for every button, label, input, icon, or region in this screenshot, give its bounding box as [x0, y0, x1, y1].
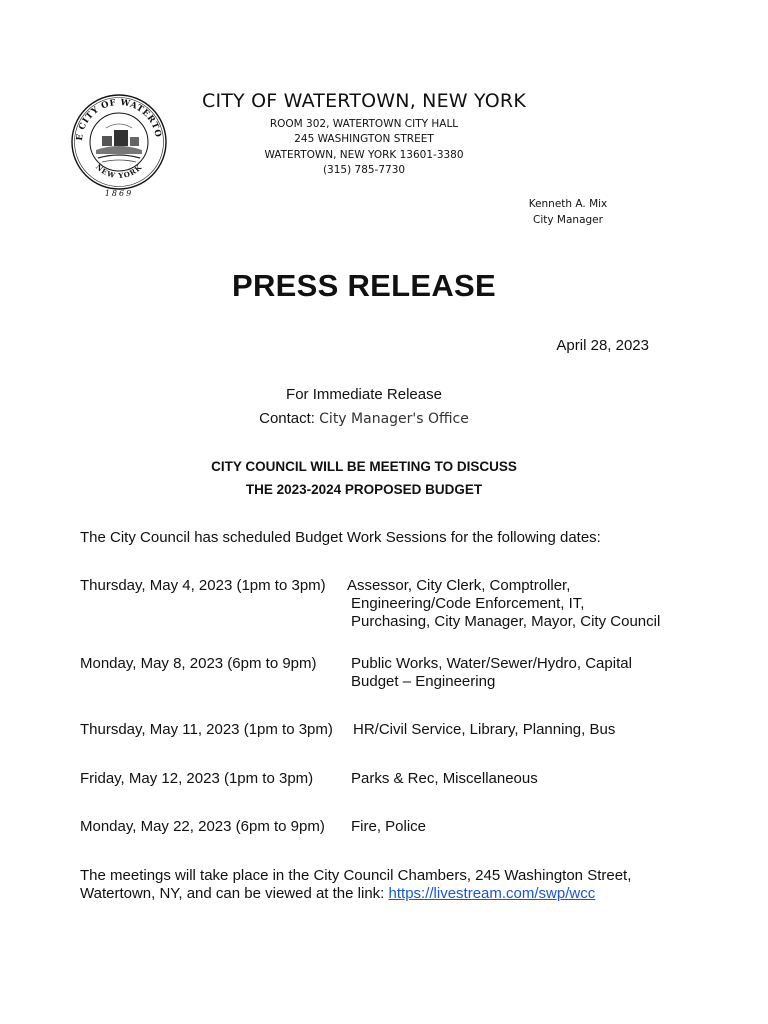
session-date-2: Monday, May 8, 2023 (6pm to 9pm): [80, 655, 317, 672]
address-line-phone: (315) 785-7730: [322, 164, 406, 176]
press-release-title: PRESS RELEASE: [231, 268, 497, 303]
address-line-room: ROOM 302, WATERTOWN CITY HALL: [269, 118, 459, 130]
seal-top-text: E CITY OF WATERTO: [74, 97, 163, 142]
session-topic-5a: Fire, Police: [351, 818, 427, 835]
session-date-4: Friday, May 12, 2023 (1pm to 3pm): [80, 770, 314, 787]
session-topic-3a: HR/Civil Service, Library, Planning, Bus: [353, 721, 616, 738]
city-title: CITY OF WATERTOWN, NEW YORK: [201, 90, 526, 112]
seal-bottom-text: NEW YORK: [94, 162, 144, 181]
seal-year: 1869: [104, 189, 134, 198]
closing-line-2: [80, 885, 700, 903]
address-line-city: WATERTOWN, NEW YORK 13601-3380: [264, 149, 464, 161]
session-date-5: Monday, May 22, 2023 (6pm to 9pm): [80, 818, 325, 835]
intro-paragraph: The City Council has scheduled Budget Work Sessions for the following dates:: [80, 529, 601, 546]
session-date-3: Thursday, May 11, 2023 (1pm to 3pm): [80, 721, 333, 738]
headline-line-1: CITY COUNCIL WILL BE MEETING TO DISCUSS: [211, 459, 517, 474]
session-date-1: Thursday, May 4, 2023 (1pm to 3pm): [80, 577, 326, 594]
closing-paragraph: [80, 867, 700, 903]
session-topic-4a: Parks & Rec, Miscellaneous: [351, 770, 538, 787]
closing-line-1: The meetings will take place in the City Council Chambers, 245 Washington Street,: [80, 867, 632, 884]
closing-line-2-text: Watertown, NY, and can be viewed at the link:: [80, 885, 389, 902]
session-topic-2a: Public Works, Water/Sewer/Hydro, Capital: [351, 655, 632, 672]
session-topic-1b: Engineering/Code Enforcement, IT,: [351, 595, 585, 612]
manager-title: City Manager: [533, 214, 603, 226]
session-topic-1c: Purchasing, City Manager, Mayor, City Council: [351, 613, 661, 630]
headline-line-2: THE 2023-2024 PROPOSED BUDGET: [245, 482, 483, 497]
contact-value: City Manager's Office: [319, 411, 469, 427]
contact-line: [0, 410, 728, 427]
address-line-street: 245 WASHINGTON STREET: [294, 133, 434, 145]
session-topic-2b: Budget – Engineering: [351, 673, 496, 690]
contact-label: Contact:: [259, 410, 315, 427]
manager-name: Kenneth A. Mix: [528, 198, 608, 210]
livestream-link[interactable]: https://livestream.com/swp/wcc: [388, 885, 596, 902]
release-date: April 28, 2023: [556, 337, 649, 354]
release-note: For Immediate Release: [286, 386, 442, 403]
session-topic-1a: Assessor, City Clerk, Comptroller,: [347, 577, 571, 594]
